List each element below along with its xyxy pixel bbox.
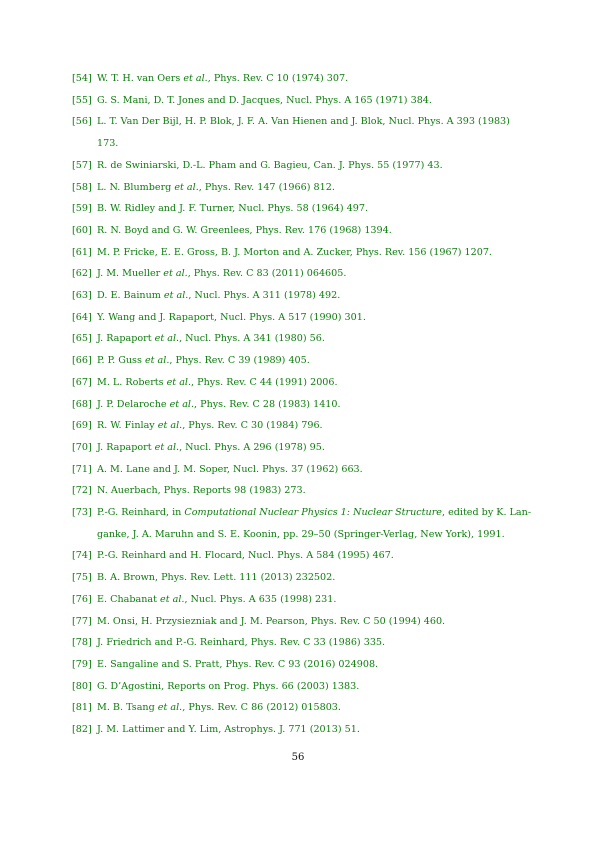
reference-number: [54]	[72, 73, 92, 84]
page-number: 56	[291, 752, 305, 763]
reference-italic-text: et al.	[183, 73, 208, 84]
reference-text-segment: , Nucl. Phys. A 311 (1978) 492.	[188, 290, 341, 302]
reference-italic-text: et al.	[163, 268, 188, 280]
reference-italic-text: et al.	[174, 181, 199, 193]
reference-text	[97, 459, 542, 481]
reference-item	[72, 372, 542, 394]
reference-text	[97, 589, 542, 611]
reference-text	[97, 394, 542, 416]
reference-text	[97, 220, 542, 242]
reference-item	[72, 415, 542, 437]
reference-number: [60]	[72, 224, 92, 236]
reference-text-segment: , Nucl. Phys. A 296 (1978) 95.	[179, 441, 325, 453]
reference-item	[72, 632, 542, 654]
reference-text-segment: L. N. Blumberg	[97, 181, 175, 193]
reference-continuation: 173.	[97, 138, 119, 150]
reference-italic-text: Computational Nuclear Physics 1: Nuclear Structure	[184, 507, 442, 519]
reference-text-segment: M. Onsi, H. Przysiezniak and J. M. Pearson, Phys. Rev. C 50 (1994) 460.	[97, 615, 446, 627]
reference-italic-text: et al.	[160, 593, 185, 605]
reference-text	[97, 177, 542, 199]
reference-text-segment: , edited by K. Lan-	[441, 507, 532, 519]
reference-number: [57]	[72, 159, 92, 171]
reference-text	[97, 372, 542, 394]
reference-item	[72, 242, 542, 264]
reference-text	[97, 697, 542, 719]
reference-item	[72, 394, 542, 416]
reference-item	[72, 177, 542, 199]
reference-text-segment: , Phys. Rev. C 83 (2011) 064605.	[187, 268, 347, 280]
reference-text	[97, 242, 542, 264]
reference-number: [76]	[72, 593, 92, 605]
reference-text-segment: B. A. Brown, Phys. Rev. Lett. 111 (2013) 232502.	[97, 572, 336, 584]
reference-text-segment: E. Chabanat	[97, 593, 161, 605]
reference-text	[97, 263, 542, 285]
reference-number: [65]	[72, 333, 92, 345]
reference-text	[97, 502, 542, 524]
reference-text-segment: R. W. Finlay	[97, 420, 158, 432]
reference-item	[72, 111, 542, 154]
reference-text-segment: L. T. Van Der Bijl, H. P. Blok, J. F. A. Van Hienen and J. Blok, Nucl. Phys. A 393 (1983)	[97, 116, 510, 128]
reference-item	[72, 307, 542, 329]
reference-number: [63]	[72, 290, 92, 302]
reference-text	[97, 307, 542, 329]
reference-item	[72, 611, 542, 633]
reference-text-segment: , Phys. Rev. C 39 (1989) 405.	[169, 355, 310, 367]
reference-number: [80]	[72, 680, 92, 692]
reference-text-segment: P.-G. Reinhard, in	[97, 507, 185, 519]
reference-italic-text: et al.	[154, 441, 180, 453]
reference-italic-text: et al.	[157, 420, 183, 432]
reference-text	[97, 90, 542, 112]
reference-item	[72, 285, 542, 307]
reference-text-segment: N. Auerbach, Phys. Reports 98 (1983) 273.	[97, 485, 306, 497]
reference-item	[72, 68, 542, 90]
reference-continuation: ganke, J. A. Maruhn and S. E. Koonin, pp. 29–50 (Springer-Verlag, New York), 1991.	[97, 528, 505, 540]
reference-text-segment: , Phys. Rev. C 10 (1974) 307.	[207, 73, 349, 84]
reference-item	[72, 654, 542, 676]
reference-item	[72, 220, 542, 242]
reference-text-segment: , Phys. Rev. C 44 (1991) 2006.	[191, 376, 338, 388]
reference-italic-text: et al.	[169, 398, 195, 410]
reference-item	[72, 719, 542, 741]
reference-text	[97, 350, 542, 372]
reference-text	[97, 719, 542, 741]
reference-text	[97, 68, 542, 90]
reference-number: [75]	[72, 572, 92, 584]
reference-text-segment: M. P. Fricke, E. E. Gross, B. J. Morton and A. Zucker, Phys. Rev. 156 (1967) 1207.	[97, 246, 492, 258]
reference-item	[72, 589, 542, 611]
reference-number: [71]	[72, 463, 92, 475]
reference-text	[97, 480, 542, 502]
reference-text-segment: M. L. Roberts	[97, 376, 167, 388]
reference-number: [68]	[72, 398, 92, 410]
reference-item	[72, 328, 542, 350]
reference-item	[72, 155, 542, 177]
reference-number: [59]	[72, 203, 92, 215]
reference-italic-text: et al.	[144, 355, 170, 367]
reference-text-segment: J. Friedrich and P.-G. Reinhard, Phys. Rev. C 33 (1986) 335.	[97, 637, 386, 649]
reference-item	[72, 697, 542, 719]
reference-italic-text: et al.	[166, 376, 192, 388]
reference-number: [73]	[72, 507, 92, 519]
reference-item	[72, 437, 542, 459]
reference-number: [82]	[72, 724, 92, 736]
reference-text-segment: B. W. Ridley and J. F. Turner, Nucl. Phys. 58 (1964) 497.	[97, 203, 369, 215]
reference-text-segment: , Phys. Rev. C 30 (1984) 796.	[182, 420, 323, 432]
reference-text-segment: J. Rapaport	[97, 333, 155, 345]
reference-text-segment: E. Sangaline and S. Pratt, Phys. Rev. C 93 (2016) 024908.	[97, 658, 379, 670]
reference-item	[72, 459, 542, 481]
reference-number: [70]	[72, 441, 92, 453]
reference-text-segment: W. T. H. van Oers	[97, 73, 184, 84]
reference-text-segment: , Phys. Rev. C 28 (1983) 1410.	[194, 398, 341, 410]
reference-text-segment: D. E. Bainum	[97, 290, 164, 302]
reference-number: [56]	[72, 116, 92, 128]
reference-number: [78]	[72, 637, 92, 649]
reference-number: [74]	[72, 550, 92, 562]
reference-number: [61]	[72, 246, 92, 258]
reference-text-segment: J. P. Delaroche	[97, 398, 170, 410]
reference-text	[97, 328, 542, 350]
reference-number: [72]	[72, 485, 92, 497]
reference-text-segment: G. D’Agostini, Reports on Prog. Phys. 66 (2003) 1383.	[97, 680, 360, 692]
reference-text	[97, 676, 542, 698]
reference-text-segment: J. Rapaport	[97, 441, 155, 453]
reference-text	[97, 415, 542, 437]
reference-item	[72, 198, 542, 220]
reference-text-segment: , Nucl. Phys. A 341 (1980) 56.	[179, 333, 325, 345]
reference-text-segment: J. M. Mueller	[97, 268, 164, 280]
reference-text	[97, 654, 542, 676]
reference-item	[72, 676, 542, 698]
reference-text-segment: R. N. Boyd and G. W. Greenlees, Phys. Rev. 176 (1968) 1394.	[97, 224, 392, 236]
reference-text-segment: M. B. Tsang	[97, 702, 158, 714]
reference-number: [55]	[72, 94, 92, 106]
reference-number: [81]	[72, 702, 92, 714]
reference-text-segment: Y. Wang and J. Rapaport, Nucl. Phys. A 517 (1990) 301.	[97, 311, 366, 323]
reference-number: [62]	[72, 268, 92, 280]
reference-text-segment: , Phys. Rev. 147 (1966) 812.	[198, 181, 335, 193]
reference-item	[72, 263, 542, 285]
reference-italic-text: et al.	[163, 290, 189, 302]
reference-number: [79]	[72, 658, 92, 670]
reference-text-segment: P. P. Guss	[97, 355, 145, 367]
reference-text	[97, 285, 542, 307]
reference-number: [77]	[72, 615, 92, 627]
reference-text	[97, 567, 542, 589]
reference-text	[97, 155, 542, 177]
reference-text-segment: R. de Swiniarski, D.-L. Pham and G. Bagieu, Can. J. Phys. 55 (1977) 43.	[97, 159, 443, 171]
reference-text	[97, 111, 542, 133]
reference-number: [69]	[72, 420, 92, 432]
reference-text	[97, 198, 542, 220]
reference-item	[72, 545, 542, 567]
reference-number: [64]	[72, 311, 92, 323]
reference-item	[72, 502, 542, 545]
reference-item	[72, 350, 542, 372]
reference-text-segment: G. S. Mani, D. T. Jones and D. Jacques, Nucl. Phys. A 165 (1971) 384.	[97, 94, 432, 106]
reference-item	[72, 480, 542, 502]
reference-text	[97, 545, 542, 567]
reference-text	[97, 632, 542, 654]
reference-italic-text: et al.	[154, 333, 180, 345]
reference-text-segment: J. M. Lattimer and Y. Lim, Astrophys. J. 771 (2013) 51.	[97, 724, 360, 736]
reference-text-segment: A. M. Lane and J. M. Soper, Nucl. Phys. 37 (1962) 663.	[97, 463, 363, 475]
reference-text	[97, 611, 542, 633]
reference-number: [67]	[72, 376, 92, 388]
reference-text-segment: , Phys. Rev. C 86 (2012) 015803.	[182, 702, 341, 714]
reference-list	[72, 68, 542, 741]
reference-text-segment: , Nucl. Phys. A 635 (1998) 231.	[184, 593, 337, 605]
reference-text-segment: P.-G. Reinhard and H. Flocard, Nucl. Phys. A 584 (1995) 467.	[97, 550, 394, 562]
reference-number: [58]	[72, 181, 92, 193]
reference-text	[97, 437, 542, 459]
reference-italic-text: et al.	[157, 702, 183, 714]
reference-item	[72, 567, 542, 589]
reference-number: [66]	[72, 355, 92, 367]
reference-item	[72, 90, 542, 112]
